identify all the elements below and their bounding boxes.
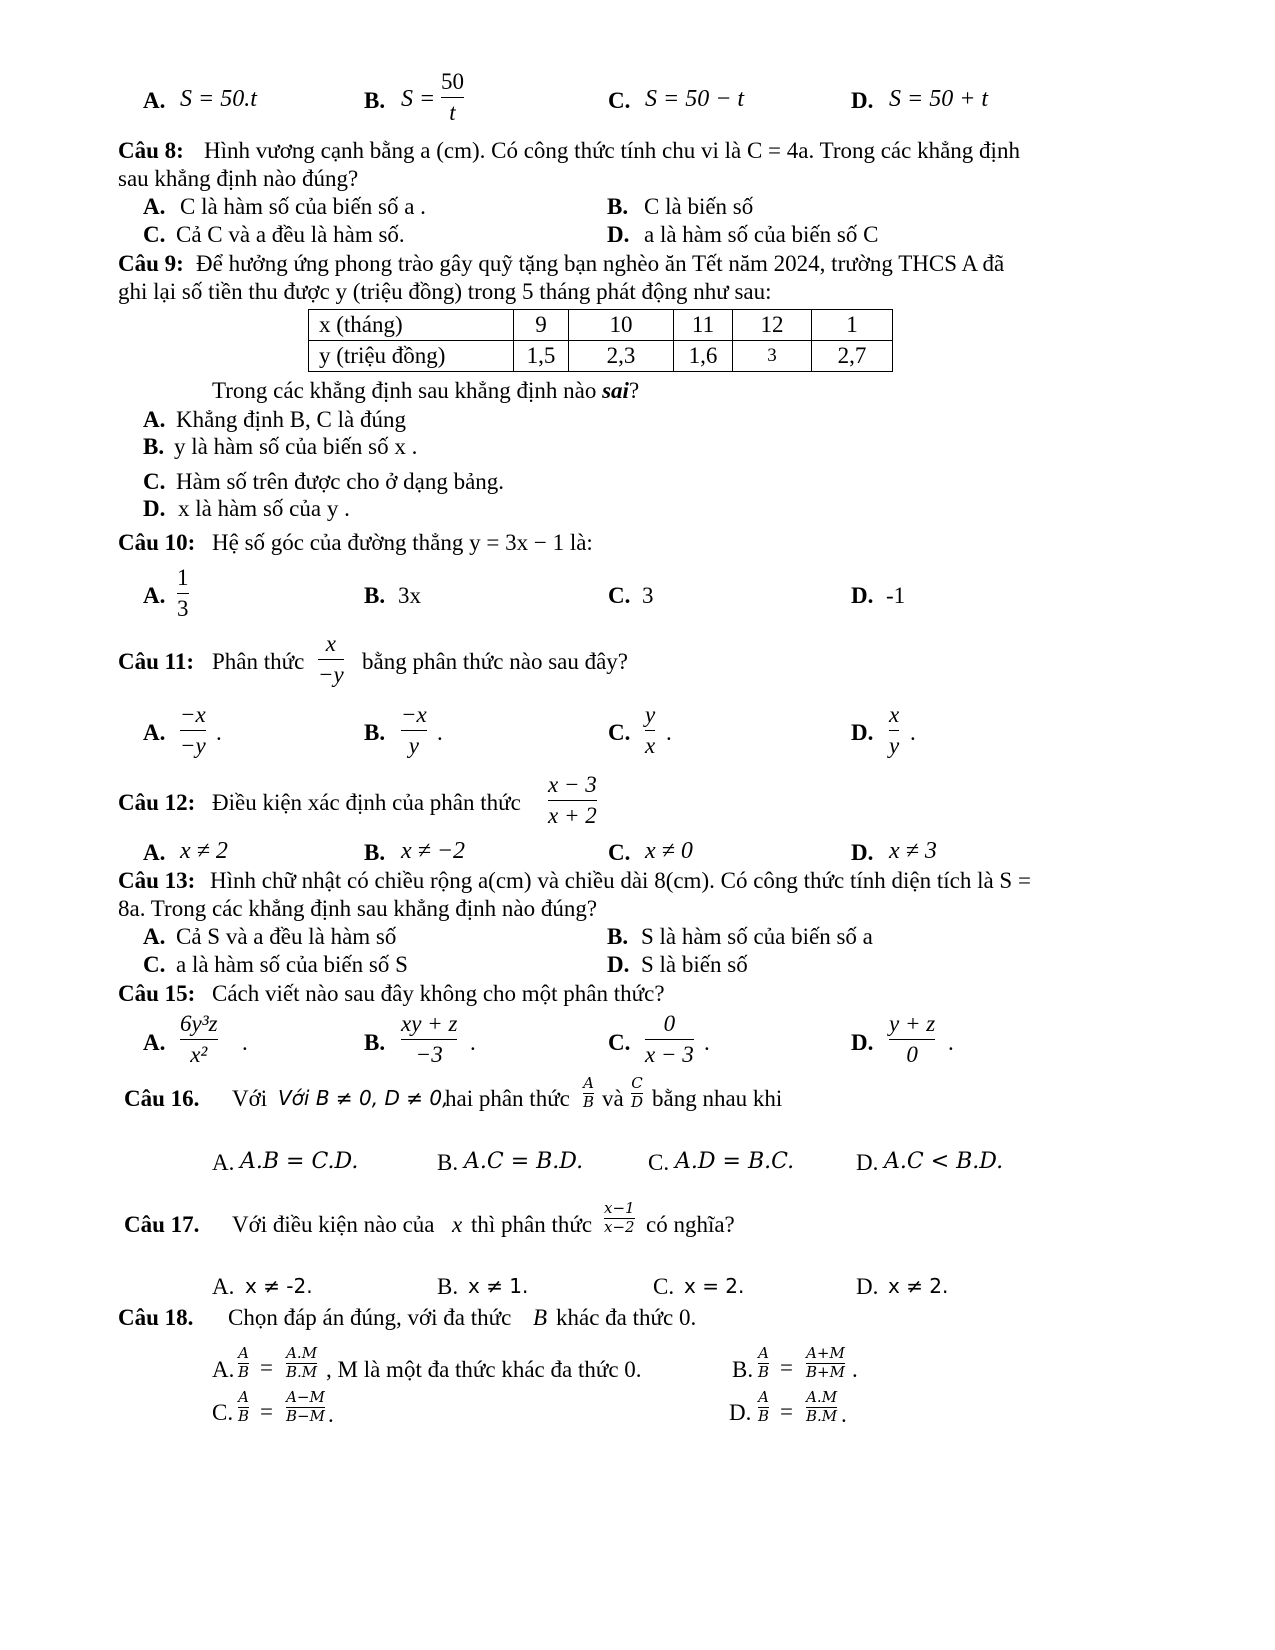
q8-option-c-label: C.: [143, 222, 166, 247]
q16-cond-text: Với B ≠ 0, D ≠ 0,: [278, 1086, 449, 1110]
q13-option-c-label: C.: [143, 952, 166, 977]
q9-prompt-post: ?: [628, 378, 640, 403]
equals-sign: =: [780, 1399, 793, 1424]
q9-option-a: Khẳng định B, C là đúng: [176, 407, 406, 432]
q12-option-a: x ≠ 2: [180, 838, 228, 864]
q15-label: Câu 15:: [118, 981, 196, 1006]
fraction-bar: [318, 659, 344, 660]
equals-sign: =: [780, 1355, 793, 1380]
q7-option-d: S = 50 + t: [889, 86, 989, 112]
q18-option-b-lhs: [758, 1346, 769, 1381]
q18-option-b-rhs: [806, 1346, 845, 1381]
fraction-bar: [548, 800, 597, 801]
q7-b-numerator: 50: [441, 69, 464, 94]
table-cell: 9: [514, 310, 569, 341]
q11-post: bằng phân thức nào sau đây?: [362, 649, 629, 674]
denominator: x: [645, 733, 656, 759]
q18-label: Câu 18.: [118, 1305, 194, 1330]
q18-option-c-rhs: [286, 1390, 325, 1425]
denominator: x − 3: [645, 1042, 694, 1068]
q9-text-line2: ghi lại số tiền thu được y (triệu đồng) trong 5 tháng phát động như sau:: [118, 279, 772, 304]
denominator: y: [889, 733, 900, 759]
q12-option-b-label: B.: [364, 840, 386, 865]
numerator: x: [325, 631, 336, 656]
q8-option-d: a là hàm số của biến số C: [644, 222, 879, 247]
q11-option-d-label: D.: [851, 720, 874, 745]
q17-option-a-label: A.: [212, 1274, 235, 1299]
q16-mid: hai phân thức: [445, 1086, 570, 1111]
q17-option-a: x ≠ -2.: [245, 1274, 313, 1298]
q13-option-b-label: B.: [607, 924, 629, 949]
denominator: B.M: [286, 1362, 318, 1381]
q18-option-c-dot: .: [328, 1402, 334, 1427]
q17-option-b-label: B.: [437, 1274, 459, 1299]
table-cell: 11: [674, 310, 733, 341]
q16-condition: [232, 1086, 278, 1112]
numerator: y + z: [889, 1011, 936, 1036]
numerator: y: [645, 702, 656, 727]
q15-option-a-dot: .: [242, 1030, 248, 1055]
table-cell: 1: [812, 310, 893, 341]
q7-option-b-label: B.: [364, 88, 386, 113]
q17-mid: thì phân thức: [471, 1212, 593, 1237]
denominator: x−2: [604, 1217, 635, 1236]
table-cell: 1,6: [674, 341, 733, 372]
q18-option-b-dot: .: [852, 1357, 858, 1382]
fraction-bar: [645, 1039, 694, 1040]
q11-option-c-dot: .: [666, 720, 672, 745]
numerator: xy + z: [401, 1011, 458, 1036]
q11-fraction: [318, 632, 344, 687]
q13-option-c: a là hàm số của biến số S: [176, 952, 408, 977]
q13-text-line2: 8a. Trong các khẳng định sau khẳng định nào đúng?: [118, 896, 598, 921]
numerator: A.M: [806, 1388, 838, 1406]
q16-cond: [278, 1087, 448, 1110]
q17-pre: Với điều kiện nào của: [232, 1212, 435, 1237]
denominator: x + 2: [548, 803, 597, 829]
q13-option-a-label: A.: [143, 924, 166, 949]
q17-post: có nghĩa?: [646, 1212, 735, 1237]
q18-option-d-rhs: [806, 1390, 837, 1425]
denominator: −3: [415, 1042, 443, 1068]
q8-option-b: C là biến số: [644, 194, 754, 219]
q11-option-a-fraction: [180, 703, 206, 758]
q16-option-c-label: C.: [648, 1150, 670, 1175]
q12-option-d: x ≠ 3: [889, 838, 937, 864]
numerator: A.M: [286, 1344, 318, 1362]
q7-option-d-label: D.: [851, 88, 874, 113]
denominator: B: [758, 1406, 770, 1425]
q9-option-b-label: B.: [143, 434, 165, 459]
q12-fraction: [548, 773, 597, 828]
denominator: B: [583, 1092, 595, 1111]
q16-label: Câu 16.: [124, 1086, 200, 1111]
q15-option-c-fraction: [645, 1012, 694, 1067]
q16-option-d: A.C < B.D.: [884, 1149, 1004, 1174]
q11-option-a-dot: .: [216, 720, 222, 745]
q16-post: bằng nhau khi: [652, 1086, 783, 1111]
q18-option-d-lhs: [758, 1390, 769, 1425]
fraction-bar: [645, 730, 655, 731]
q15-option-c-dot: .: [704, 1030, 710, 1055]
q17-fraction: [604, 1201, 635, 1236]
q13-text-line1: Hình chữ nhật có chiều rộng a(cm) và chiều dài 8(cm). Có công thức tính diện tích là S =: [210, 868, 1031, 893]
table-cell: 3: [733, 341, 812, 372]
denominator: −y: [318, 662, 344, 688]
q12-label: Câu 12:: [118, 790, 196, 815]
denominator: −y: [180, 733, 206, 759]
q18-option-d-label: D.: [729, 1400, 752, 1425]
q17-option-d: x ≠ 2.: [888, 1274, 949, 1298]
q11-option-d-fraction: [889, 703, 899, 758]
numerator: −x: [401, 702, 427, 727]
table-row-x: [309, 310, 893, 341]
q15-option-a-fraction: [180, 1012, 218, 1067]
fraction-bar: [180, 1039, 218, 1040]
q18-option-d-dot: .: [841, 1402, 847, 1427]
q17-option-b: x ≠ 1.: [468, 1274, 529, 1298]
q10-option-c-label: C.: [608, 583, 631, 608]
q18-option-c-label: C.: [212, 1400, 234, 1425]
q17-option-c-label: C.: [653, 1274, 675, 1299]
q9-option-b: y là hàm số của biến số x .: [174, 434, 418, 459]
numerator: 1: [177, 565, 189, 590]
numerator: 0: [663, 1011, 676, 1036]
q7-option-c: S = 50 − t: [645, 86, 745, 112]
q7-option-a-label: A.: [143, 88, 166, 113]
q8-text-line1: Hình vương cạnh bằng a (cm). Có công thức tính chu vi là C = 4a. Trong các khẳng định: [204, 138, 1020, 163]
q8-option-b-label: B.: [607, 194, 629, 219]
denominator: B: [238, 1362, 250, 1381]
q11-option-d-dot: .: [910, 720, 916, 745]
fraction-bar: [441, 97, 464, 98]
q18-option-a-lhs: [238, 1346, 249, 1381]
q18-option-c-lhs: [238, 1390, 249, 1425]
q11-option-b-dot: .: [437, 720, 443, 745]
q15-option-d-dot: .: [948, 1030, 954, 1055]
q18-option-a-note: , M là một đa thức khác đa thức 0.: [326, 1357, 642, 1382]
numerator: A−M: [286, 1388, 325, 1406]
numerator: x − 3: [548, 772, 597, 797]
q15-option-d-label: D.: [851, 1030, 874, 1055]
q15-option-a-label: A.: [143, 1030, 166, 1055]
q8-label: Câu 8:: [118, 138, 184, 163]
numerator: −x: [180, 702, 206, 727]
numerator: A: [583, 1074, 594, 1092]
q11-option-a-label: A.: [143, 720, 166, 745]
fraction-bar: [180, 730, 206, 731]
q12-option-d-label: D.: [851, 840, 874, 865]
q8-text-line2: sau khẳng định nào đúng?: [118, 166, 359, 191]
q13-option-a: Cả S và a đều là hàm số: [176, 924, 397, 949]
q11-pre: Phân thức: [212, 649, 305, 674]
q10-text: Hệ số góc của đường thẳng y = 3x − 1 là:: [212, 530, 593, 555]
q10-option-c: 3: [642, 583, 654, 608]
q9-prompt-pre: Trong các khẳng định sau khẳng định nào: [212, 378, 603, 403]
q7-option-c-label: C.: [608, 88, 631, 113]
q9-data-table: [308, 309, 893, 372]
fraction-bar: [889, 730, 899, 731]
q16-and: và: [602, 1086, 624, 1111]
q9-prompt: [212, 378, 639, 404]
q18-text-post: khác đa thức 0.: [556, 1305, 697, 1330]
q16-with: Với: [232, 1086, 268, 1111]
numerator: A: [238, 1344, 249, 1362]
numerator: A+M: [806, 1344, 845, 1362]
fraction-bar: [401, 730, 427, 731]
q10-option-b: 3x: [398, 583, 421, 608]
q10-label: Câu 10:: [118, 530, 196, 555]
table-cell: 10: [569, 310, 674, 341]
q12-option-c: x ≠ 0: [645, 838, 693, 864]
denominator: B: [238, 1406, 250, 1425]
denominator: D: [631, 1092, 644, 1111]
denominator: 0: [906, 1042, 918, 1068]
numerator: A: [758, 1344, 769, 1362]
q13-label: Câu 13:: [118, 868, 196, 893]
numerator: x: [889, 702, 900, 727]
q7-option-a: S = 50.t: [180, 86, 257, 112]
q15-option-b-label: B.: [364, 1030, 386, 1055]
numerator: 6y³z: [180, 1011, 218, 1036]
numerator: x−1: [604, 1199, 635, 1217]
denominator: 3: [177, 596, 189, 622]
q9-option-c-label: C.: [143, 469, 166, 494]
q9-option-d-label: D.: [143, 496, 166, 521]
denominator: B−M: [286, 1406, 325, 1425]
q8-option-d-label: D.: [607, 222, 630, 247]
q16-option-a: A.B = C.D.: [240, 1149, 359, 1174]
q16-option-b: A.C = B.D.: [464, 1149, 584, 1174]
q9-prompt-emphasis: sai: [602, 378, 629, 403]
q9-option-d: x là hàm số của y .: [178, 496, 350, 521]
denominator: y: [408, 733, 419, 759]
fraction-bar: [401, 1039, 457, 1040]
q8-option-a-label: A.: [143, 194, 166, 219]
q11-option-c-fraction: [645, 703, 655, 758]
q16-fraction-c-d: [631, 1076, 643, 1111]
q8-option-a: C là hàm số của biến số a .: [180, 194, 426, 219]
q11-option-c-label: C.: [608, 720, 631, 745]
q17-var: x: [452, 1212, 463, 1237]
numerator: A: [758, 1388, 769, 1406]
table-header-y: y (triệu đồng): [309, 341, 514, 372]
q7-option-b-fraction: [441, 70, 464, 125]
q16-fraction-a-b: [583, 1076, 594, 1111]
q12-option-c-label: C.: [608, 840, 631, 865]
q16-option-a-label: A.: [212, 1150, 235, 1175]
q11-option-b-fraction: [401, 703, 427, 758]
denominator: B.M: [806, 1406, 838, 1425]
q7-option-b-lhs: S =: [401, 86, 436, 112]
table-row-y: [309, 341, 893, 372]
q11-option-b-label: B.: [364, 720, 386, 745]
q10-option-a-fraction: [177, 566, 189, 621]
q9-option-a-label: A.: [143, 407, 166, 432]
denominator: x²: [190, 1042, 208, 1068]
q15-option-b-fraction: [401, 1012, 457, 1067]
q17-option-c: x = 2.: [684, 1274, 745, 1298]
equals-sign: =: [260, 1355, 273, 1380]
q12-option-b: x ≠ −2: [401, 838, 466, 864]
equals-sign: =: [260, 1399, 273, 1424]
q12-pre: Điều kiện xác định của phân thức: [212, 790, 521, 815]
numerator: C: [631, 1074, 643, 1092]
table-cell: 2,3: [569, 341, 674, 372]
q18-option-b-label: B.: [732, 1357, 754, 1382]
q18-var: B: [533, 1305, 548, 1330]
q18-option-a-label: A.: [212, 1357, 235, 1382]
table-header-x: x (tháng): [309, 310, 514, 341]
fraction-bar: [889, 1039, 935, 1040]
q13-option-d: S là biến số: [641, 952, 748, 977]
table-cell: 12: [733, 310, 812, 341]
q18-text-pre: Chọn đáp án đúng, với đa thức: [228, 1305, 512, 1330]
q13-option-b: S là hàm số của biến số a: [641, 924, 873, 949]
q15-option-c-label: C.: [608, 1030, 631, 1055]
q15-option-d-fraction: [889, 1012, 935, 1067]
q12-option-a-label: A.: [143, 840, 166, 865]
fraction-bar: [177, 593, 189, 594]
q10-option-a-label: A.: [143, 583, 166, 608]
q10-option-d: -1: [886, 583, 906, 608]
table-cell: 2,7: [812, 341, 893, 372]
denominator: B: [758, 1362, 770, 1381]
numerator: A: [238, 1388, 249, 1406]
q15-text: Cách viết nào sau đây không cho một phân thức?: [212, 981, 665, 1006]
q18-option-a-rhs: [286, 1346, 317, 1381]
q15-option-b-dot: .: [470, 1030, 476, 1055]
q16-option-d-label: D.: [856, 1150, 879, 1175]
q10-option-d-label: D.: [851, 583, 874, 608]
denominator: B+M: [806, 1362, 845, 1381]
q9-option-c: Hàm số trên được cho ở dạng bảng.: [176, 469, 505, 494]
q9-text-line1: Để hưởng ứng phong trào gây quỹ tặng bạn nghèo ăn Tết năm 2024, trường THCS A đã: [196, 251, 1005, 276]
q16-option-b-label: B.: [437, 1150, 459, 1175]
q8-option-c: Cả C và a đều là hàm số.: [176, 222, 405, 247]
q17-option-d-label: D.: [856, 1274, 879, 1299]
table-cell: 1,5: [514, 341, 569, 372]
q11-label: Câu 11:: [118, 649, 195, 674]
q13-option-d-label: D.: [607, 952, 630, 977]
q10-option-b-label: B.: [364, 583, 386, 608]
q16-option-c: A.D = B.C.: [675, 1149, 795, 1174]
q7-b-denominator: t: [449, 100, 456, 126]
q17-label: Câu 17.: [124, 1212, 200, 1237]
q9-label: Câu 9:: [118, 251, 184, 276]
